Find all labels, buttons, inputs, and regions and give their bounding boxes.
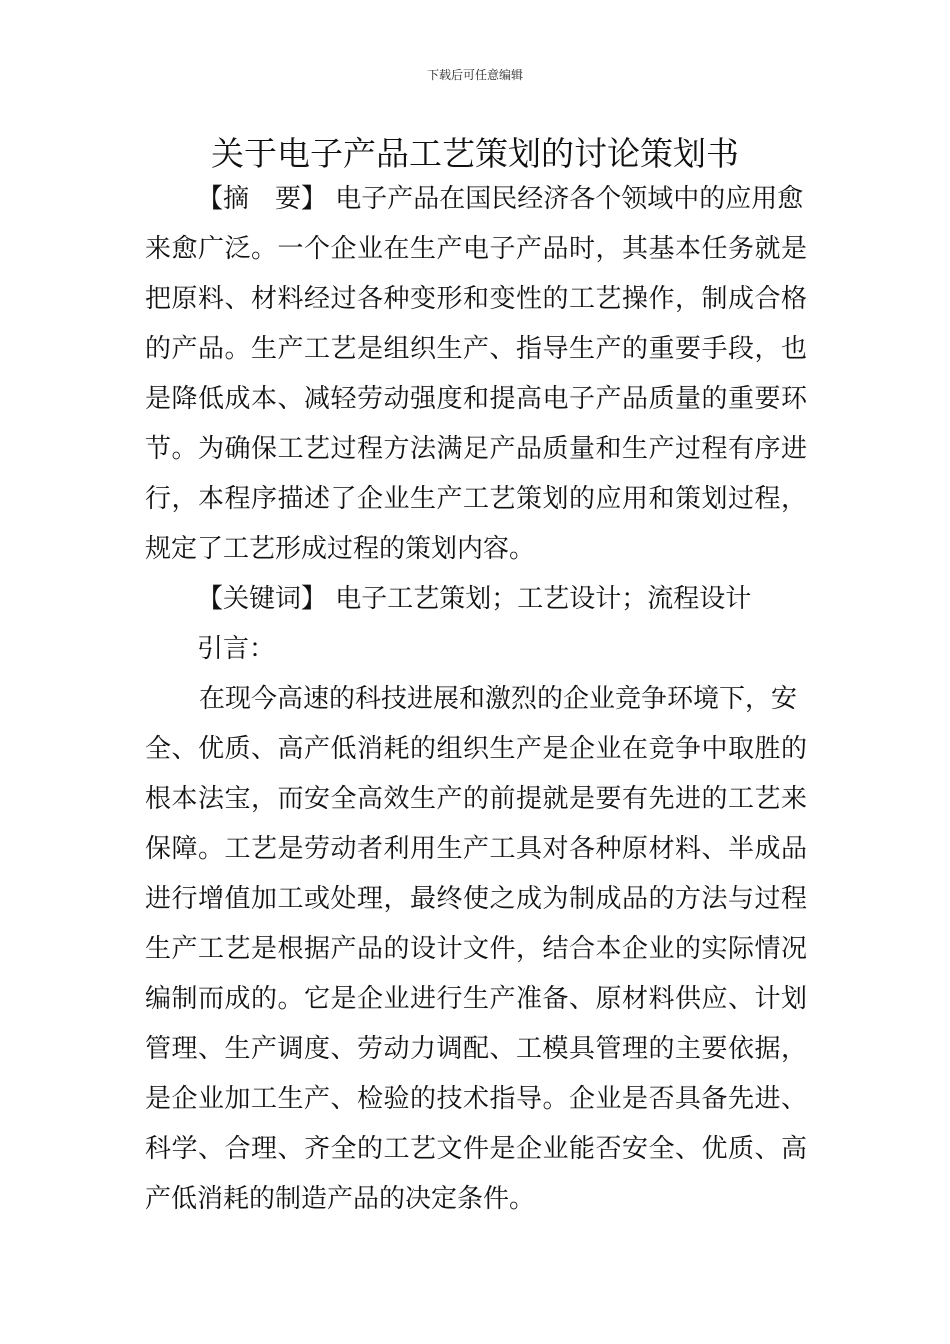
document-title: 关于电子产品工艺策划的讨论策划书 [211, 134, 739, 173]
abstract-line-1: 【摘 要】 电子产品在国民经济各个领域中的应用愈 [197, 184, 804, 214]
intro-line-8: 管理、生产调度、劳动力调配、工模具管理的主要依据， [145, 1034, 807, 1064]
keywords-line: 【关键词】 电子工艺策划；工艺设计；流程设计 [197, 584, 752, 614]
intro-line-4: 保障。工艺是劳动者利用生产工具对各种原材料、半成品 [145, 834, 807, 864]
abstract-line-6: 节。为确保工艺过程方法满足产品质量和生产过程有序进 [145, 434, 807, 464]
abstract-line-8: 规定了工艺形成过程的策划内容。 [145, 534, 536, 564]
intro-line-9: 是企业加工生产、检验的技术指导。企业是否具备先进、 [145, 1084, 807, 1114]
abstract-line-2: 来愈广泛。一个企业在生产电子产品时，其基本任务就是 [145, 234, 807, 264]
header-note: 下载后可任意编辑 [426, 68, 523, 82]
abstract-line-4: 的产品。生产工艺是组织生产、指导生产的重要手段，也 [145, 334, 807, 364]
abstract-line-7: 行，本程序描述了企业生产工艺策划的应用和策划过程， [145, 484, 807, 514]
intro-line-1: 在现今高速的科技进展和激烈的企业竞争环境下，安 [199, 684, 798, 714]
intro-line-5: 进行增值加工或处理，最终使之成为制成品的方法与过程 [145, 884, 807, 914]
intro-line-7: 编制而成的。它是企业进行生产准备、原材料供应、计划 [145, 984, 807, 1014]
intro-line-11: 产低消耗的制造产品的决定条件。 [145, 1184, 536, 1214]
intro-heading: 引言： [197, 634, 276, 664]
intro-line-6: 生产工艺是根据产品的设计文件，结合本企业的实际情况 [145, 934, 807, 964]
intro-line-2: 全、优质、高产低消耗的组织生产是企业在竞争中取胜的 [145, 734, 807, 764]
abstract-line-3: 把原料、材料经过各种变形和变性的工艺操作，制成合格 [145, 284, 807, 314]
intro-line-3: 根本法宝，而安全高效生产的前提就是要有先进的工艺来 [145, 784, 807, 814]
abstract-line-5: 是降低成本、减轻劳动强度和提高电子产品质量的重要环 [145, 384, 807, 414]
intro-line-10: 科学、合理、齐全的工艺文件是企业能否安全、优质、高 [145, 1134, 807, 1164]
